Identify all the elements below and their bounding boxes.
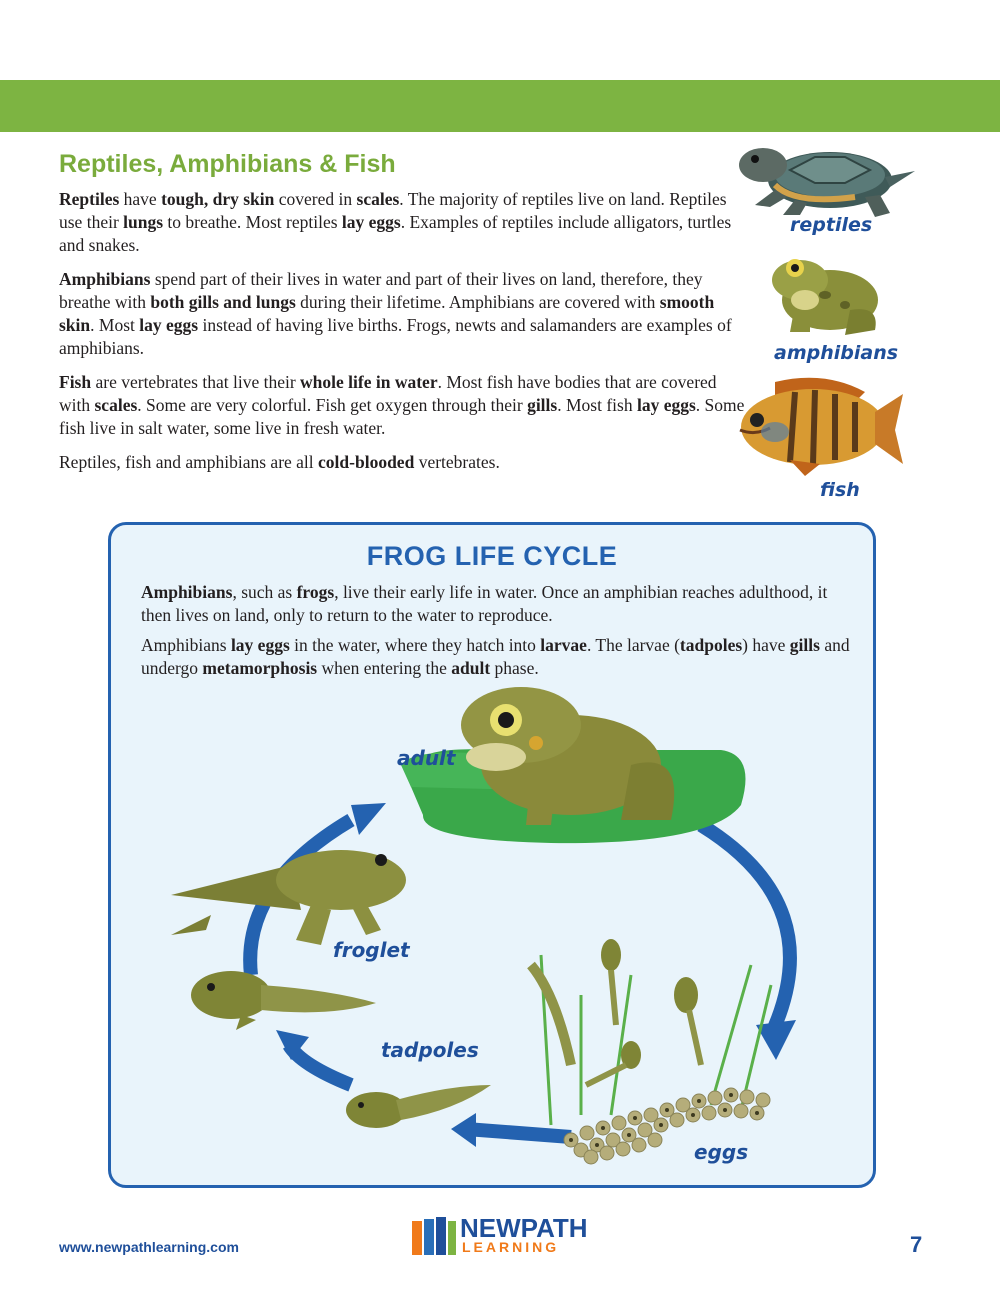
- cycle-paragraph-2: Amphibians lay eggs in the water, where they hatch into larvae. The larvae (tadpoles) have gills and undergo metamorphosis when entering the adult phase.: [141, 635, 850, 678]
- stage-label-froglet: froglet: [333, 938, 410, 962]
- froglet: [171, 850, 406, 945]
- fish-illustration: [735, 372, 905, 477]
- cold-blooded-paragraph: Reptiles, fish and amphibians are all cold-blooded vertebrates.: [59, 452, 500, 472]
- fish-paragraph: Fish are vertebrates that live their whole life in water. Most fish have bodies that are covered with scales. Some are very colorful. Fish get oxygen through their gills. Most fish lay eggs. Some fish live in salt water, some live in fresh water.: [59, 372, 745, 438]
- cycle-title: FROG LIFE CYCLE: [366, 541, 618, 571]
- intro-text: [59, 188, 749, 485]
- fish-label: fish: [820, 479, 860, 501]
- logo-text-top: NEWPATH: [460, 1213, 588, 1243]
- tadpole-left: [191, 971, 376, 1030]
- reptiles-label: reptiles: [790, 214, 873, 236]
- life-cycle-diagram: [111, 525, 873, 1185]
- cycle-paragraph-1: Amphibians, such as frogs, live their early life in water. Once an amphibian reaches adulthood, it then lives on land, only to return to the water to reproduce.: [141, 582, 828, 625]
- amphibians-label: amphibians: [774, 342, 899, 364]
- reptiles-paragraph: Reptiles have tough, dry skin covered in scales. The majority of reptiles live on land. Reptiles use their lungs to breathe. Most reptiles lay eggs. Examples of reptiles include alligators, turtles and snakes.: [59, 189, 732, 255]
- amphibians-paragraph: Amphibians spend part of their lives in water and part of their lives on land, therefore, they breathe with both gills and lungs during their lifetime. Amphibians are covered with smooth skin. Most lay eggs instead of having live births. Frogs, newts and salamanders are examples of amphibians.: [59, 269, 732, 358]
- newpath-logo: [410, 1213, 600, 1259]
- stage-label-adult: adult: [397, 746, 456, 770]
- footer-url: www.newpathlearning.com: [59, 1239, 239, 1255]
- logo-text-bottom: LEARNING: [462, 1239, 560, 1255]
- amphibian-illustration: [765, 250, 885, 342]
- section-title: Reptiles, Amphibians & Fish: [59, 150, 396, 178]
- turtle-illustration: [735, 135, 920, 220]
- header-banner: [0, 80, 1000, 132]
- book-logo-icon: [410, 1213, 458, 1259]
- arrow-eggs-to-tadpoles: [466, 1129, 571, 1137]
- stage-label-tadpoles: tadpoles: [381, 1038, 479, 1062]
- stage-label-eggs: eggs: [694, 1140, 749, 1164]
- page-number: 7: [910, 1232, 923, 1257]
- arrow-adult-to-eggs: [701, 825, 790, 1035]
- frog-life-cycle-panel: [108, 522, 876, 1188]
- arrow-tadpoles-to-froglet: [289, 1045, 351, 1085]
